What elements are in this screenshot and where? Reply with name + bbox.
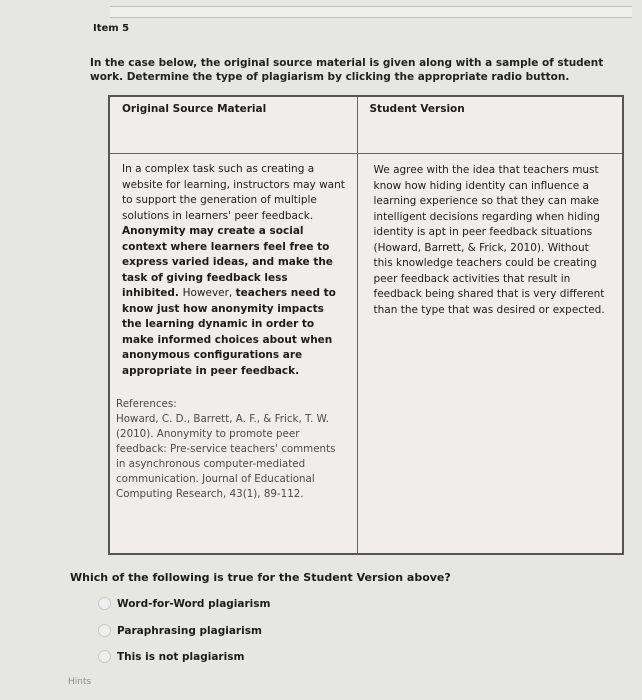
radio-button[interactable] bbox=[98, 597, 111, 610]
item-title: Item 5 bbox=[93, 23, 130, 34]
original-plain-text-2: However, bbox=[182, 287, 236, 299]
instructions-text: In the case below, the original source material is given along with a sample of student work. Determine the type of plagiarism by clicking the appropriate radio button. bbox=[90, 57, 604, 83]
hints-link[interactable]: Hints bbox=[68, 677, 92, 687]
references-block bbox=[116, 397, 347, 502]
original-source-header: Original Source Material bbox=[109, 96, 357, 154]
student-version-cell bbox=[357, 154, 623, 555]
original-bold-text-2: teachers need to know just how anonymity impacts the learning dynamic in order to make informed choices about when anonymous configurations are appropriate in peer feedback. bbox=[122, 287, 336, 377]
references-label: References: bbox=[116, 398, 177, 410]
option-label: Paraphrasing plagiarism bbox=[117, 624, 262, 637]
radio-button[interactable] bbox=[98, 650, 111, 663]
option-label: Word-for-Word plagiarism bbox=[117, 597, 271, 610]
option-not-plagiarism[interactable] bbox=[98, 650, 244, 663]
radio-button[interactable] bbox=[98, 624, 111, 637]
original-source-cell bbox=[109, 154, 357, 555]
option-paraphrasing[interactable] bbox=[98, 624, 262, 637]
student-version-text: We agree with the idea that teachers must know how hiding identity can influence a learning experience so that they can make intelligent decisions regarding when hiding identity is apt in peer feedback situations (Howard, Barrett, & Frick, 2010). Without this knowledge teachers could be creating peer feedback activities that result in feedback being shared that is very different than the type that was desired or expected. bbox=[373, 164, 605, 316]
original-plain-text: In a complex task such as creating a website for learning, instructors may want to support the generation of multiple solutions in learners' peer feedback. bbox=[122, 163, 345, 222]
comparison-table bbox=[108, 95, 624, 555]
original-bold-text: Anonymity may create a social context where learners feel free to express varied ideas, and make the task of giving feedback less inhibited. bbox=[122, 225, 333, 299]
original-source-text bbox=[116, 162, 347, 379]
option-word-for-word[interactable] bbox=[98, 597, 270, 610]
question-text: Which of the following is true for the Student Version above? bbox=[70, 571, 451, 584]
top-scroll-bar bbox=[110, 6, 632, 18]
references-text: Howard, C. D., Barrett, A. F., & Frick, T. W. (2010). Anonymity to promote peer feedback: Pre-service teachers' comments in asynchronous computer-mediated communication. Journal of Educational Computing Research, 43(1), 89-112. bbox=[116, 413, 336, 500]
student-version-header: Student Version bbox=[357, 96, 623, 154]
option-label: This is not plagiarism bbox=[117, 650, 245, 663]
